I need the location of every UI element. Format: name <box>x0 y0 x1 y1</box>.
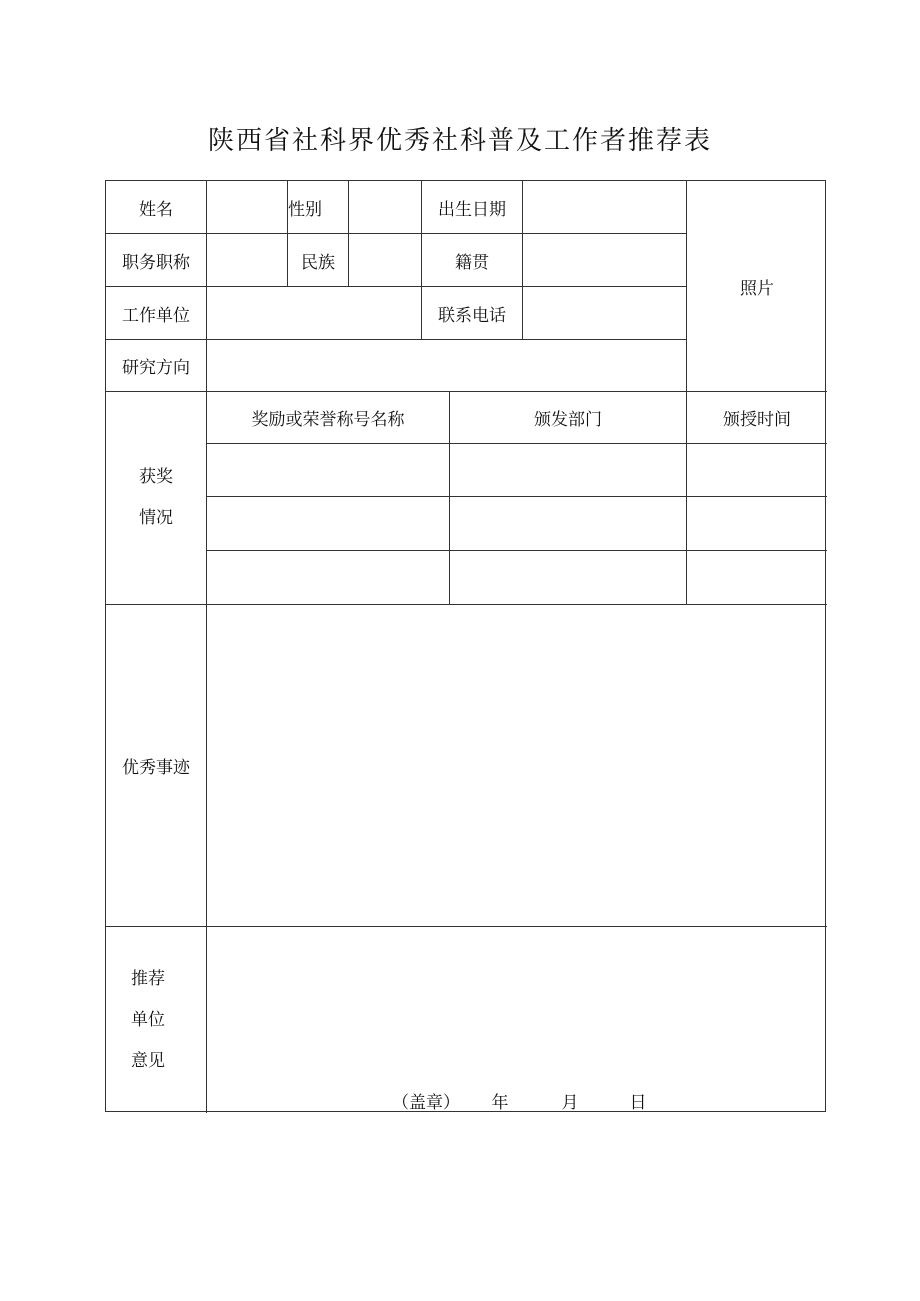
month-label: 月 <box>561 1092 579 1113</box>
award-date-cell[interactable] <box>687 444 827 496</box>
work-unit-field[interactable] <box>207 287 421 339</box>
research-direction-label: 研究方向 <box>122 358 190 378</box>
native-place-field[interactable] <box>523 234 686 286</box>
award-name-cell[interactable] <box>207 497 449 550</box>
recommendation-label-line3: 意见 <box>131 1050 165 1071</box>
seal-text: （盖章） <box>392 1092 460 1113</box>
issuer-header: 颁发部门 <box>534 410 602 430</box>
phone-field[interactable] <box>523 287 686 339</box>
recommendation-form-table <box>105 180 826 1112</box>
photo-placeholder[interactable]: 照片 <box>740 278 774 299</box>
name-field[interactable] <box>207 181 287 233</box>
recommendation-label-line2: 单位 <box>131 1009 165 1030</box>
issuer-cell[interactable] <box>450 497 686 550</box>
award-name-cell[interactable] <box>207 551 449 604</box>
issuer-cell[interactable] <box>450 444 686 496</box>
phone-label: 联系电话 <box>438 305 506 326</box>
achievements-label: 优秀事迹 <box>122 758 190 778</box>
awards-label-line1: 获奖 <box>139 467 173 487</box>
birth-date-label: 出生日期 <box>438 199 506 220</box>
award-name-cell[interactable] <box>207 444 449 496</box>
award-date-cell[interactable] <box>687 497 827 550</box>
position-title-field[interactable] <box>207 234 287 286</box>
birth-date-field[interactable] <box>523 181 686 233</box>
research-direction-field[interactable] <box>207 340 686 391</box>
ethnicity-label: 民族 <box>301 252 335 273</box>
native-place-label: 籍贯 <box>455 252 489 273</box>
award-date-header: 颁授时间 <box>723 410 791 430</box>
recommendation-label <box>106 927 206 1113</box>
form-title: 陕西省社科界优秀社科普及工作者推荐表 <box>207 126 712 156</box>
awards-label-line2: 情况 <box>139 508 173 528</box>
position-title-label: 职务职称 <box>122 252 190 273</box>
achievements-field[interactable] <box>207 605 827 926</box>
day-label: 日 <box>629 1092 647 1113</box>
year-label: 年 <box>491 1092 509 1113</box>
recommendation-label-line1: 推荐 <box>131 968 165 989</box>
recommendation-field[interactable] <box>207 927 827 1113</box>
award-name-header: 奖励或荣誉称号名称 <box>251 410 405 430</box>
award-date-cell[interactable] <box>687 551 827 604</box>
awards-label <box>106 392 206 604</box>
name-label: 姓名 <box>139 199 173 220</box>
work-unit-label: 工作单位 <box>122 305 190 326</box>
gender-field[interactable] <box>349 181 421 233</box>
gender-label: 性别 <box>288 199 322 220</box>
ethnicity-field[interactable] <box>349 234 421 286</box>
issuer-cell[interactable] <box>450 551 686 604</box>
